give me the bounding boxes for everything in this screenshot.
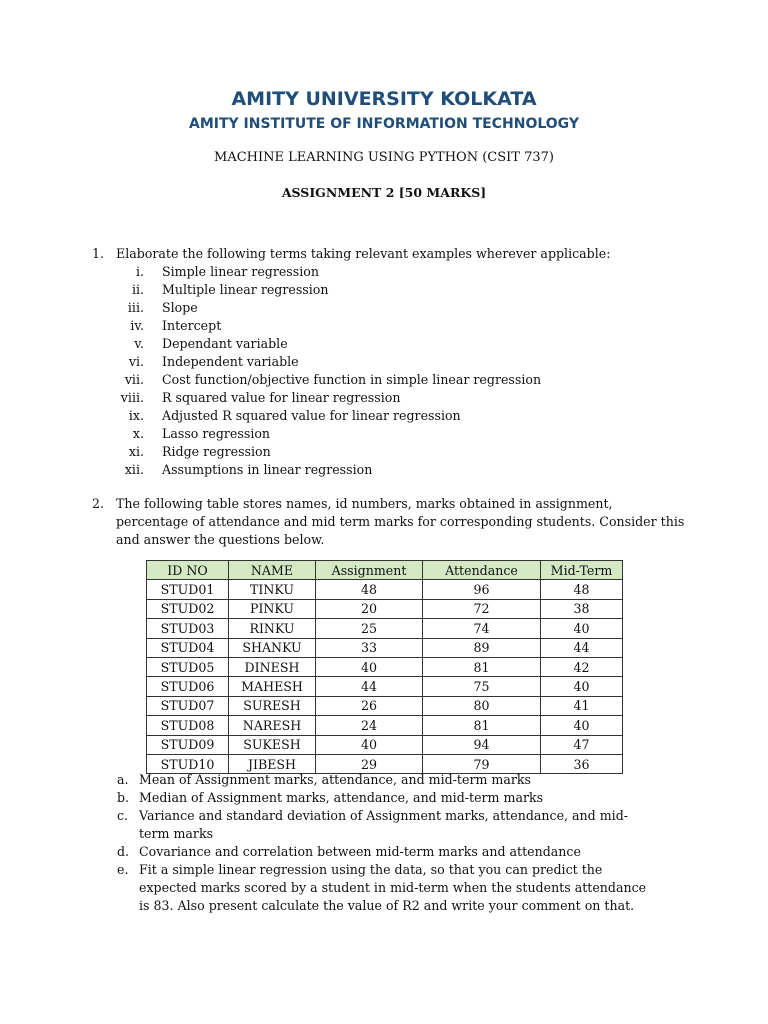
item-numeral: iv. [130, 318, 144, 333]
question-text: The following table stores names, id numbers, marks obtained in assignment, percentage of attendance and mid term marks for corresponding students. Consider this and answer the questions below. [116, 496, 685, 547]
institute-title: AMITY INSTITUTE OF INFORMATION TECHNOLOGY [188, 116, 580, 132]
table-row [147, 735, 623, 754]
list-item [92, 371, 682, 389]
item-numeral: vi. [128, 354, 144, 369]
sub-question-list [117, 771, 657, 915]
list-item [92, 443, 682, 461]
item-text: Multiple linear regression [162, 282, 329, 297]
table-cell: 40 [316, 735, 423, 754]
table-cell: 38 [541, 599, 623, 618]
table-cell: STUD08 [147, 716, 229, 735]
term-list [92, 263, 682, 479]
item-text: Simple linear regression [162, 264, 319, 279]
table-cell: 40 [541, 677, 623, 696]
sub-question-text: Covariance and correlation between mid-term marks and attendance [139, 844, 581, 859]
table-cell: SUKESH [229, 735, 316, 754]
table-cell: RINKU [229, 619, 316, 638]
item-text: R squared value for linear regression [162, 390, 401, 405]
column-header: ID NO [147, 561, 229, 580]
table-row [147, 677, 623, 696]
table-cell: STUD02 [147, 599, 229, 618]
question-number: 2. [92, 496, 105, 511]
column-header: Attendance [423, 561, 541, 580]
item-numeral: vii. [124, 372, 144, 387]
table-cell: 20 [316, 599, 423, 618]
table-cell: STUD03 [147, 619, 229, 638]
table-cell: 96 [423, 580, 541, 599]
table-cell: 79 [423, 754, 541, 773]
student-table [146, 560, 623, 774]
table-header-row [147, 561, 623, 580]
table-cell: PINKU [229, 599, 316, 618]
table-cell: JIBESH [229, 754, 316, 773]
list-item [92, 281, 682, 299]
column-header: NAME [229, 561, 316, 580]
item-text: Ridge regression [162, 444, 271, 459]
table-cell: 94 [423, 735, 541, 754]
table-cell: 24 [316, 716, 423, 735]
question-text: Elaborate the following terms taking relevant examples wherever applicable: [116, 246, 611, 261]
assignment-title: ASSIGNMENT 2 [50 MARKS] [281, 185, 487, 200]
sub-question-text: Fit a simple linear regression using the data, so that you can predict the expected marks scored by a student in mid-term when the students attendance is 83. Also present calculate the value of R2 and write your comment on that. [139, 862, 647, 913]
sub-question-letter: c. [117, 808, 129, 823]
item-text: Adjusted R squared value for linear regression [162, 408, 461, 423]
table-row [147, 619, 623, 638]
sub-question-letter: b. [117, 790, 130, 805]
table-cell: STUD05 [147, 657, 229, 676]
table-cell: 40 [541, 716, 623, 735]
table-cell: STUD07 [147, 696, 229, 715]
item-numeral: v. [134, 336, 144, 351]
sub-question [117, 771, 657, 789]
sub-question [117, 789, 657, 807]
list-item [92, 353, 682, 371]
university-title: AMITY UNIVERSITY KOLKATA [231, 88, 537, 110]
table-row [147, 599, 623, 618]
table-cell: NARESH [229, 716, 316, 735]
item-text: Assumptions in linear regression [162, 462, 373, 477]
table-row [147, 716, 623, 735]
sub-question [117, 807, 657, 843]
table-cell: 89 [423, 638, 541, 657]
sub-question [117, 861, 657, 915]
table-row [147, 638, 623, 657]
list-item [92, 335, 682, 353]
sub-question-letter: e. [117, 862, 129, 877]
table-cell: STUD01 [147, 580, 229, 599]
table-cell: 48 [316, 580, 423, 599]
course-title: MACHINE LEARNING USING PYTHON (CSIT 737) [214, 150, 554, 165]
table-cell: 41 [541, 696, 623, 715]
table-cell: 25 [316, 619, 423, 638]
item-text: Cost function/objective function in simple linear regression [162, 372, 542, 387]
table-cell: 36 [541, 754, 623, 773]
table-cell: 80 [423, 696, 541, 715]
table-cell: 44 [316, 677, 423, 696]
table-cell: STUD06 [147, 677, 229, 696]
table-cell: 48 [541, 580, 623, 599]
table-cell: TINKU [229, 580, 316, 599]
item-text: Dependant variable [162, 336, 288, 351]
item-numeral: viii. [120, 390, 144, 405]
table-cell: 33 [316, 638, 423, 657]
item-text: Independent variable [162, 354, 299, 369]
table-row [147, 696, 623, 715]
table-cell: 74 [423, 619, 541, 638]
item-numeral: x. [132, 426, 144, 441]
table-cell: 40 [541, 619, 623, 638]
sub-question [117, 843, 657, 861]
table-cell: STUD04 [147, 638, 229, 657]
table-cell: MAHESH [229, 677, 316, 696]
table-cell: 29 [316, 754, 423, 773]
table-cell: SHANKU [229, 638, 316, 657]
sub-question-letter: a. [117, 772, 129, 787]
sub-question-text: Mean of Assignment marks, attendance, and mid-term marks [139, 772, 531, 787]
item-text: Intercept [162, 318, 222, 333]
question-2 [92, 495, 685, 549]
table-cell: SURESH [229, 696, 316, 715]
table-cell: 26 [316, 696, 423, 715]
item-text: Lasso regression [162, 426, 271, 441]
table-cell: STUD09 [147, 735, 229, 754]
table-cell: STUD10 [147, 754, 229, 773]
table-cell: 81 [423, 716, 541, 735]
list-item [92, 389, 682, 407]
table-cell: 44 [541, 638, 623, 657]
item-numeral: xi. [128, 444, 144, 459]
list-item [92, 425, 682, 443]
item-numeral: iii. [127, 300, 144, 315]
sub-question-letter: d. [117, 844, 130, 859]
table-cell: 47 [541, 735, 623, 754]
table-row [147, 580, 623, 599]
table-cell: 40 [316, 657, 423, 676]
item-numeral: ix. [128, 408, 144, 423]
table-cell: 81 [423, 657, 541, 676]
item-numeral: i. [135, 264, 144, 279]
list-item [92, 461, 682, 479]
list-item [92, 317, 682, 335]
column-header: Assignment [316, 561, 423, 580]
question-1 [92, 245, 682, 479]
list-item [92, 407, 682, 425]
column-header: Mid-Term [541, 561, 623, 580]
item-numeral: ii. [131, 282, 144, 297]
table-cell: 72 [423, 599, 541, 618]
list-item [92, 263, 682, 281]
item-numeral: xii. [124, 462, 144, 477]
item-text: Slope [162, 300, 198, 315]
table-cell: 42 [541, 657, 623, 676]
table-cell: 75 [423, 677, 541, 696]
sub-question-text: Variance and standard deviation of Assignment marks, attendance, and mid-term marks [139, 808, 629, 841]
table-row [147, 657, 623, 676]
table-cell: DINESH [229, 657, 316, 676]
question-number: 1. [92, 246, 105, 261]
list-item [92, 299, 682, 317]
sub-question-text: Median of Assignment marks, attendance, and mid-term marks [139, 790, 544, 805]
